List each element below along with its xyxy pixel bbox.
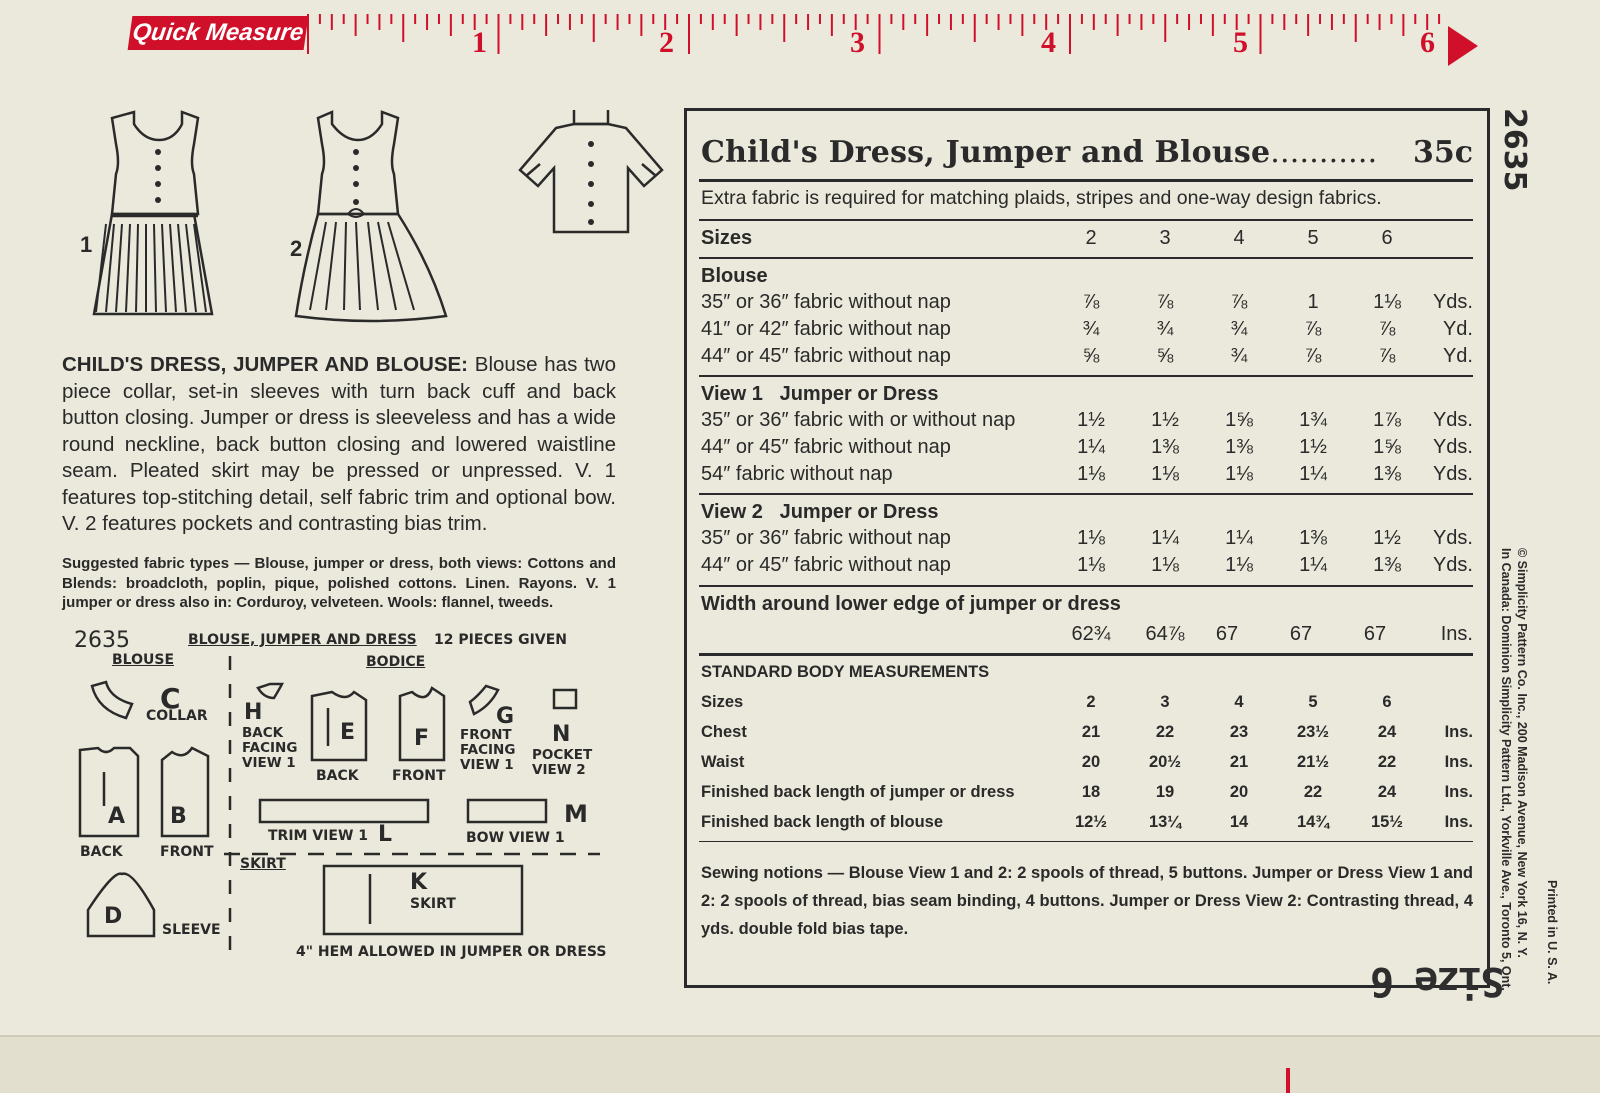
row-label: Finished back length of blouse [701,813,944,831]
row-value: 1⅛ [1151,554,1179,576]
width-unit: Ins. [1440,623,1473,645]
ruler-number-2: 2 [659,26,674,59]
row-value: 1½ [1077,409,1105,431]
row-value: 23½ [1296,723,1330,741]
piece-e-name: BACK [316,768,359,784]
yardage-row [701,436,1473,462]
yardage-row [701,463,1473,489]
divider [699,841,1473,842]
chart-title [701,135,1377,170]
row-label: Waist [701,753,745,771]
suggested-fabrics [62,554,616,613]
row-label: 44″ or 45″ fabric without nap [701,554,951,576]
yardage-chart [684,108,1490,988]
row-value: 21½ [1296,753,1330,771]
row-value: 1⅛ [1077,554,1105,576]
yardage-row [701,409,1473,435]
row-value: ¾ [1230,345,1248,367]
row-value: 22 [1377,753,1397,771]
piece-n-name: POCKET VIEW 2 [532,747,593,778]
size-cell: 2 [1085,227,1097,249]
sizes-header-row [701,227,1473,253]
ruler-number-6: 6 [1420,26,1435,59]
piece-l-letter: L [378,822,393,847]
row-value: ¾ [1230,318,1248,340]
copyright-notice [1498,548,1530,991]
row-value: 1⅝ [1373,436,1401,458]
row-unit: Ins. [1444,753,1473,771]
piece-f-letter: F [414,726,430,751]
pieces-pattern-number: 2635 [74,628,130,653]
extra-fabric-note: Extra fabric is required for matching plaids, stripes and one-way design fabrics. [701,187,1382,209]
yardage-row [701,291,1473,317]
view2-dress-illustration [290,104,450,329]
ruler-arrow-icon [1448,26,1478,66]
row-value: 1¼ [1077,436,1105,458]
description-heading: CHILD'S DRESS, JUMPER AND BLOUSE: [62,353,468,376]
size-cell: 5 [1307,227,1319,249]
piece-h-name: BACK FACING VIEW 1 [242,725,298,771]
divider [699,653,1473,656]
divider [699,493,1473,495]
row-value: 14¾ [1296,813,1330,831]
sizes-label: Sizes [701,227,753,249]
pattern-price: 35c [1412,135,1473,170]
row-value: 20 [1229,783,1249,801]
hem-note: 4" HEM ALLOWED IN JUMPER OR DRESS [296,944,607,960]
row-value: 1½ [1299,436,1327,458]
description-body: Blouse has two piece collar, set-in sleeves with turn back cuff and back button closing. Jumper or dress is sleeveless and has a wide round neckline, back button closing and lowered waistline seam. Pleated skirt may be pressed or unpressed. V. 1 features top-stitching detail, self fabric trim and optional bow. V. 2 features pockets and contrasting bias trim. [62,353,617,535]
row-value: 14 [1229,813,1249,831]
sewing-notions [701,859,1473,943]
divider [699,585,1473,587]
row-value: ⅞ [1304,318,1322,340]
row-value: 1¼ [1299,554,1327,576]
row-value: ⅝ [1082,345,1100,367]
yardage-row [701,554,1473,580]
body-measurements-heading-row [701,663,1473,689]
pattern-pieces-layout [60,648,620,968]
row-label: Chest [701,723,747,741]
row-value: 22 [1303,783,1323,801]
skirt-section-label: SKIRT [240,856,286,872]
row-value: 1⅜ [1373,463,1401,485]
size-cell: 4 [1233,227,1245,249]
row-value: 20 [1081,753,1101,771]
size-cell: 6 [1381,227,1393,249]
width-values-row [701,623,1473,649]
row-value: 1⅜ [1373,554,1401,576]
pieces-count: 12 PIECES GIVEN [434,632,567,648]
width-cell: 67 [1215,623,1239,645]
blouse-section-label: BLOUSE [112,652,175,668]
row-value: ¾ [1156,318,1174,340]
copyright-line-1: © Simplicity Pattern Co. Inc., 200 Madison Avenue, New York 16, N. Y. [1515,548,1529,958]
row-value: 22 [1155,723,1175,741]
row-label: 44″ or 45″ fabric without nap [701,345,951,367]
row-value: 1 [1307,291,1319,313]
view1-jumper-illustration [86,104,226,329]
yardage-row [701,318,1473,344]
bodice-section-label: BODICE [366,654,426,670]
row-label: 44″ or 45″ fabric without nap [701,436,951,458]
width-cell: 64⅞ [1145,623,1185,645]
piece-f-name: FRONT [392,768,446,784]
row-unit: Yds. [1432,409,1473,431]
piece-d-letter: D [104,904,123,929]
divider [699,257,1473,259]
divider [699,219,1473,221]
yardage-row [701,693,1473,719]
row-value: 1⅛ [1225,463,1253,485]
row-value: ⅝ [1156,345,1174,367]
row-value: ⅞ [1304,345,1322,367]
yardage-row [701,723,1473,749]
row-unit: Yds. [1432,554,1473,576]
row-value: ⅞ [1230,291,1248,313]
piece-g-letter: G [496,704,515,729]
copyright-line-2: In Canada: Dominion Simplicity Pattern Ltd., Yorkville Ave., Toronto 5, Ont. [1499,548,1513,991]
width-label: Width around lower edge of jumper or dress [701,593,1121,615]
row-value: 21 [1229,753,1249,771]
row-unit: Ins. [1444,813,1473,831]
width-cell: 62¾ [1071,623,1111,645]
row-value: 1⅜ [1299,527,1327,549]
notions-heading: Sewing notions [701,864,823,882]
blouse-section-heading [701,265,1473,291]
row-value: 1⅛ [1077,527,1105,549]
row-value: 12½ [1074,813,1108,831]
view1-section-heading [701,383,1473,409]
blouse-illustration [516,104,666,239]
row-unit: Yds. [1432,291,1473,313]
row-unit: Yd. [1442,318,1473,340]
row-value: 4 [1234,693,1244,711]
chart-title-text: Child's Dress, Jumper and Blouse [701,135,1271,170]
row-value: 15½ [1370,813,1404,831]
pattern-description [62,352,616,538]
row-value: 24 [1377,723,1397,741]
row-label: 35″ or 36″ fabric without nap [701,527,951,549]
row-value: ⅞ [1378,318,1396,340]
piece-c-letter: C [160,682,181,715]
row-unit: Yds. [1432,463,1473,485]
row-label: 41″ or 42″ fabric without nap [701,318,951,340]
ruler-number-3: 3 [850,26,865,59]
view2-label: 2 [290,236,303,261]
row-value: 6 [1382,693,1392,711]
row-value: 1⅞ [1373,409,1401,431]
row-value: 1⅜ [1225,436,1253,458]
row-value: 19 [1155,783,1175,801]
row-value: 1¼ [1151,527,1179,549]
piece-m-letter: M [564,800,588,828]
piece-h-letter: H [244,700,263,725]
piece-d-name: SLEEVE [162,922,221,938]
envelope-flap [0,1035,1600,1093]
piece-a-name: BACK [80,844,123,860]
piece-m-name: BOW VIEW 1 [466,830,565,846]
piece-n-letter: N [552,722,571,747]
row-value: ⅞ [1156,291,1174,313]
row-value: 13¼ [1148,813,1182,831]
row-value: 1¾ [1299,409,1327,431]
row-value: ⅞ [1378,345,1396,367]
blouse-heading: Blouse [701,265,768,287]
row-value: 2 [1086,693,1096,711]
yardage-row [701,813,1473,839]
fabrics-heading: Suggested fabric types [62,555,230,572]
row-value: 1⅝ [1225,409,1253,431]
row-value: ⅞ [1082,291,1100,313]
row-unit: Ins. [1444,723,1473,741]
row-value: 1⅛ [1373,291,1401,313]
row-value: 20½ [1148,753,1182,771]
row-value: 24 [1377,783,1397,801]
ruler-number-5: 5 [1233,26,1248,59]
piece-b-letter: B [170,804,187,829]
divider [699,375,1473,377]
quick-measure-ruler [128,8,1478,60]
piece-c-name: COLLAR [146,708,208,724]
row-unit: Yd. [1442,345,1473,367]
row-value: 1½ [1373,527,1401,549]
flap-mark [1286,1068,1290,1093]
row-value: 23 [1229,723,1249,741]
row-label: 54″ fabric without nap [701,463,893,485]
row-value: 3 [1160,693,1170,711]
row-label: Finished back length of jumper or dress [701,783,1015,801]
yardage-row [701,783,1473,809]
piece-e-letter: E [340,720,356,745]
notions-body: — Blouse View 1 and 2: 2 spools of thread, 5 buttons. Jumper or Dress View 1 and 2: 2 spools of thread, bias seam binding, 4 buttons. Jumper or Dress View 2: Contrasting thread, 4 yds. double fold bias tape. [701,864,1473,938]
row-value: ¾ [1082,318,1100,340]
piece-k-letter: K [410,870,428,895]
row-label: 35″ or 36″ fabric without nap [701,291,951,313]
pieces-heading: BLOUSE, JUMPER AND DRESS [188,632,417,648]
row-label: 35″ or 36″ fabric with or without nap [701,409,1016,431]
divider [699,179,1473,182]
view1-heading: View 1 Jumper or Dress [701,383,939,405]
row-value: 1½ [1151,409,1179,431]
row-unit: Yds. [1432,527,1473,549]
fabrics-body: — Blouse, jumper or dress, both views: Cottons and Blends: broadcloth, poplin, pique, polished cottons. Linen. Rayons. V. 1 jumper or dress also in: Corduroy, velveteen. Wools: flannel, tweeds. [62,555,616,611]
width-heading-row [701,593,1473,619]
piece-k-name: SKIRT [410,896,456,912]
side-pattern-number: 2635 [1497,108,1532,192]
quick-measure-label: Quick Measure [128,16,309,50]
row-label: Sizes [701,693,744,711]
row-unit: Yds. [1432,436,1473,458]
row-unit: Ins. [1444,783,1473,801]
view2-section-heading [701,501,1473,527]
yardage-row [701,345,1473,371]
row-value: 18 [1081,783,1101,801]
view2-heading: View 2 Jumper or Dress [701,501,939,523]
piece-l-name: TRIM VIEW 1 [268,828,369,844]
piece-b-name: FRONT [160,844,214,860]
yardage-row [701,527,1473,553]
size-stamp: Size 6 [1372,958,1505,1004]
row-value: 21 [1081,723,1101,741]
row-value: 1¼ [1299,463,1327,485]
printed-notice: Printed in U. S. A. [1545,880,1559,985]
row-value: 1⅜ [1151,436,1179,458]
row-value: 5 [1308,693,1318,711]
ruler-number-4: 4 [1041,26,1056,59]
row-value: 1⅛ [1225,554,1253,576]
piece-g-name: FRONT FACING VIEW 1 [460,727,516,773]
body-measurements-heading: STANDARD BODY MEASUREMENTS [701,663,990,681]
ruler-number-1: 1 [472,26,487,59]
view1-label: 1 [80,232,93,257]
piece-a-letter: A [108,804,126,829]
chart-title-dots: ........... [1270,135,1378,170]
yardage-row [701,753,1473,779]
row-value: 1¼ [1225,527,1253,549]
width-cell: 67 [1363,623,1387,645]
width-cell: 67 [1289,623,1313,645]
row-value: 1⅛ [1077,463,1105,485]
size-cell: 3 [1159,227,1171,249]
row-value: 1⅛ [1151,463,1179,485]
